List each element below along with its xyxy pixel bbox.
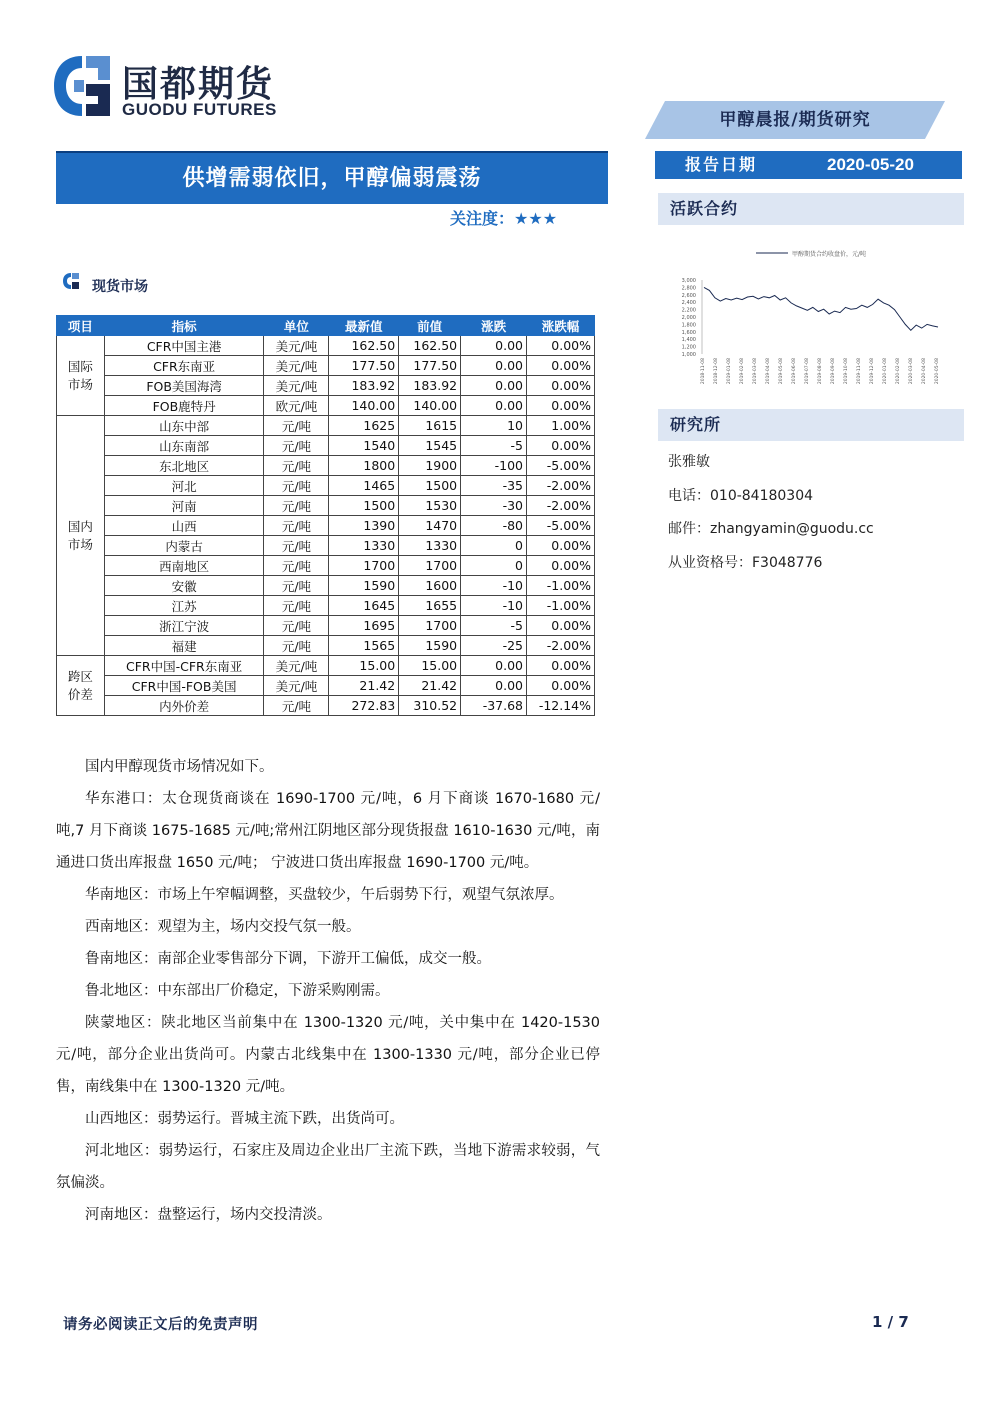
chart-y-tick-label: 1,200 bbox=[681, 344, 696, 351]
table-header-cell: 指标 bbox=[104, 316, 264, 336]
change-pct-cell: -2.00% bbox=[527, 476, 595, 496]
change-cell: 0 bbox=[461, 536, 527, 556]
section-heading-label: 现货市场 bbox=[92, 279, 148, 295]
table-row bbox=[57, 476, 595, 496]
unit-cell: 元/吨 bbox=[264, 576, 329, 596]
unit-cell: 元/吨 bbox=[264, 436, 329, 456]
previous-value-cell: 1530 bbox=[399, 496, 461, 516]
unit-cell: 元/吨 bbox=[264, 496, 329, 516]
latest-value-cell: 140.00 bbox=[329, 396, 399, 416]
chart-x-tick-label: 2019-12-08 bbox=[870, 358, 875, 385]
table-row bbox=[57, 396, 595, 416]
previous-value-cell: 1700 bbox=[399, 616, 461, 636]
latest-value-cell: 15.00 bbox=[329, 656, 399, 676]
indicator-cell: FOB鹿特丹 bbox=[104, 396, 264, 416]
chart-x-tick-label: 2020-02-08 bbox=[896, 358, 901, 385]
change-pct-cell: 0.00% bbox=[527, 676, 595, 696]
change-cell: 0.00 bbox=[461, 656, 527, 676]
unit-cell: 元/吨 bbox=[264, 536, 329, 556]
indicator-cell: 山西 bbox=[104, 516, 264, 536]
chart-x-tick-label: 2019-05-08 bbox=[779, 358, 784, 385]
previous-value-cell: 15.00 bbox=[399, 656, 461, 676]
chart-y-tick-label: 3,000 bbox=[681, 278, 696, 284]
indicator-cell: 西南地区 bbox=[104, 556, 264, 576]
table-row bbox=[57, 416, 595, 436]
attention-rating bbox=[450, 206, 557, 229]
market-commentary bbox=[56, 751, 600, 1231]
latest-value-cell: 177.50 bbox=[329, 356, 399, 376]
table-header-cell: 单位 bbox=[264, 316, 329, 336]
table-row bbox=[57, 356, 595, 376]
analyst-name: 张雅敏 bbox=[668, 454, 710, 470]
chart-y-tick-label: 2,800 bbox=[681, 285, 696, 292]
chart-x-tick-label: 2019-03-08 bbox=[753, 358, 758, 385]
unit-cell: 元/吨 bbox=[264, 456, 329, 476]
commentary-paragraph: 华东港口：太仓现货商谈在 1690-1700 元/吨，6 月下商谈 1670-1680 元/吨,7 月下商谈 1675-1685 元/吨;常州江阴地区部分现货报盘 1610-1630 元/吨，南通进口货出库报盘 1650 元/吨； 宁波进口货出库报盘 1690-1700 元/吨。 bbox=[56, 791, 600, 871]
report-type-tag bbox=[645, 101, 945, 139]
previous-value-cell: 1900 bbox=[399, 456, 461, 476]
unit-cell: 元/吨 bbox=[264, 596, 329, 616]
table-header-cell: 涨跌 bbox=[461, 316, 527, 336]
indicator-cell: 山东南部 bbox=[104, 436, 264, 456]
latest-value-cell: 1695 bbox=[329, 616, 399, 636]
change-pct-cell: 0.00% bbox=[527, 616, 595, 636]
table-row bbox=[57, 556, 595, 576]
attention-label: 关注度： bbox=[450, 209, 515, 228]
table-row bbox=[57, 616, 595, 636]
indicator-cell: 浙江宁波 bbox=[104, 616, 264, 636]
change-pct-cell: -2.00% bbox=[527, 496, 595, 516]
unit-cell: 元/吨 bbox=[264, 636, 329, 656]
change-cell: -5 bbox=[461, 616, 527, 636]
table-header-cell: 前值 bbox=[399, 316, 461, 336]
change-cell: 0.00 bbox=[461, 396, 527, 416]
change-pct-cell: 1.00% bbox=[527, 416, 595, 436]
latest-value-cell: 1700 bbox=[329, 556, 399, 576]
table-group-label: 跨区 价差 bbox=[57, 656, 105, 716]
indicator-cell: 山东中部 bbox=[104, 416, 264, 436]
latest-value-cell: 21.42 bbox=[329, 676, 399, 696]
previous-value-cell: 1615 bbox=[399, 416, 461, 436]
indicator-cell: 福建 bbox=[104, 636, 264, 656]
table-row bbox=[57, 676, 595, 696]
change-cell: 0.00 bbox=[461, 376, 527, 396]
latest-value-cell: 162.50 bbox=[329, 336, 399, 356]
unit-cell: 元/吨 bbox=[264, 516, 329, 536]
previous-value-cell: 177.50 bbox=[399, 356, 461, 376]
indicator-cell: 内蒙古 bbox=[104, 536, 264, 556]
commentary-paragraph: 山西地区：弱势运行。晋城主流下跌，出货尚可。 bbox=[85, 1111, 404, 1127]
unit-cell: 美元/吨 bbox=[264, 656, 329, 676]
table-group-label: 国际 市场 bbox=[57, 336, 105, 416]
change-cell: 0.00 bbox=[461, 676, 527, 696]
previous-value-cell: 310.52 bbox=[399, 696, 461, 716]
previous-value-cell: 162.50 bbox=[399, 336, 461, 356]
table-row bbox=[57, 516, 595, 536]
logo-chinese-name: 国都期货 bbox=[122, 64, 275, 105]
active-contract-chart bbox=[668, 240, 958, 400]
table-row bbox=[57, 496, 595, 516]
commentary-paragraph: 河北地区：弱势运行，石家庄及周边企业出厂主流下跌，当地下游需求较弱，气氛偏淡。 bbox=[56, 1143, 600, 1191]
chart-x-tick-label: 2020-03-08 bbox=[909, 358, 914, 385]
chart-x-tick-label: 2019-01-08 bbox=[727, 358, 732, 385]
unit-cell: 欧元/吨 bbox=[264, 396, 329, 416]
indicator-cell: CFR东南亚 bbox=[104, 356, 264, 376]
chart-y-tick-label: 2,600 bbox=[681, 292, 696, 299]
latest-value-cell: 1465 bbox=[329, 476, 399, 496]
chart-y-tick-label: 2,200 bbox=[681, 307, 696, 314]
research-dept-heading: 研究所 bbox=[658, 409, 964, 441]
chart-x-tick-label: 2019-04-08 bbox=[766, 358, 771, 385]
spot-market-table bbox=[56, 315, 595, 716]
chart-x-tick-label: 2018-12-08 bbox=[714, 358, 719, 385]
previous-value-cell: 1655 bbox=[399, 596, 461, 616]
change-cell: 0 bbox=[461, 556, 527, 576]
change-pct-cell: -5.00% bbox=[527, 456, 595, 476]
table-row bbox=[57, 436, 595, 456]
chart-x-tick-label: 2019-10-08 bbox=[844, 358, 849, 385]
change-cell: -30 bbox=[461, 496, 527, 516]
page-number: 1 / 7 bbox=[872, 1313, 909, 1331]
change-pct-cell: 0.00% bbox=[527, 656, 595, 676]
table-row bbox=[57, 656, 595, 676]
section-bullet-icon bbox=[62, 272, 80, 290]
commentary-paragraph: 陕蒙地区：陕北地区当前集中在 1300-1320 元/吨，关中集中在 1420-1530 元/吨，部分企业出货尚可。内蒙古北线集中在 1300-1330 元/吨，部分企业已停售，南线集中在 1300-1320 元/吨。 bbox=[56, 1015, 600, 1095]
chart-series-line bbox=[704, 287, 938, 330]
table-row bbox=[57, 536, 595, 556]
logo-mark-icon bbox=[52, 54, 112, 118]
previous-value-cell: 1330 bbox=[399, 536, 461, 556]
logo-english-name: GUODU FUTURES bbox=[122, 100, 277, 119]
analyst-email[interactable]: 邮件：zhangyamin@guodu.cc bbox=[668, 521, 874, 537]
commentary-paragraph: 鲁南地区：南部企业零售部分下调，下游开工偏低，成交一般。 bbox=[85, 951, 491, 967]
chart-x-tick-label: 2019-06-08 bbox=[792, 358, 797, 385]
indicator-cell: 河北 bbox=[104, 476, 264, 496]
change-pct-cell: -1.00% bbox=[527, 596, 595, 616]
change-cell: 10 bbox=[461, 416, 527, 436]
chart-y-tick-label: 2,400 bbox=[681, 300, 696, 307]
analyst-phone: 电话：010-84180304 bbox=[668, 488, 814, 504]
latest-value-cell: 1625 bbox=[329, 416, 399, 436]
table-header-cell: 最新值 bbox=[329, 316, 399, 336]
change-cell: -37.68 bbox=[461, 696, 527, 716]
indicator-cell: 江苏 bbox=[104, 596, 264, 616]
analyst-license: 从业资格号：F3048776 bbox=[668, 555, 823, 571]
active-contract-heading: 活跃合约 bbox=[658, 193, 964, 225]
unit-cell: 美元/吨 bbox=[264, 336, 329, 356]
latest-value-cell: 1540 bbox=[329, 436, 399, 456]
unit-cell: 美元/吨 bbox=[264, 356, 329, 376]
previous-value-cell: 1700 bbox=[399, 556, 461, 576]
change-pct-cell: -5.00% bbox=[527, 516, 595, 536]
change-cell: -80 bbox=[461, 516, 527, 536]
indicator-cell: CFR中国主港 bbox=[104, 336, 264, 356]
latest-value-cell: 1500 bbox=[329, 496, 399, 516]
change-pct-cell: 0.00% bbox=[527, 336, 595, 356]
latest-value-cell: 1590 bbox=[329, 576, 399, 596]
previous-value-cell: 1600 bbox=[399, 576, 461, 596]
previous-value-cell: 1545 bbox=[399, 436, 461, 456]
chart-x-tick-label: 2020-05-08 bbox=[935, 358, 940, 385]
commentary-paragraph: 河南地区：盘整运行，场内交投清淡。 bbox=[85, 1207, 332, 1223]
change-cell: -100 bbox=[461, 456, 527, 476]
previous-value-cell: 1500 bbox=[399, 476, 461, 496]
chart-y-tick-label: 1,400 bbox=[681, 337, 696, 344]
change-pct-cell: 0.00% bbox=[527, 556, 595, 576]
chart-x-tick-label: 2018-11-08 bbox=[701, 358, 706, 385]
latest-value-cell: 1800 bbox=[329, 456, 399, 476]
latest-value-cell: 1645 bbox=[329, 596, 399, 616]
report-date-value: 2020-05-20 bbox=[827, 155, 914, 174]
chart-x-tick-label: 2020-01-08 bbox=[883, 358, 888, 385]
table-row bbox=[57, 636, 595, 656]
unit-cell: 元/吨 bbox=[264, 696, 329, 716]
disclaimer-notice[interactable]: 请务必阅读正文后的免责声明 bbox=[63, 1317, 258, 1333]
latest-value-cell: 272.83 bbox=[329, 696, 399, 716]
table-row bbox=[57, 576, 595, 596]
change-pct-cell: -2.00% bbox=[527, 636, 595, 656]
indicator-cell: 东北地区 bbox=[104, 456, 264, 476]
previous-value-cell: 21.42 bbox=[399, 676, 461, 696]
latest-value-cell: 1330 bbox=[329, 536, 399, 556]
attention-stars-icon: ★★★ bbox=[514, 209, 558, 228]
table-header-cell: 涨跌幅 bbox=[527, 316, 595, 336]
chart-x-tick-label: 2019-08-08 bbox=[818, 358, 823, 385]
previous-value-cell: 140.00 bbox=[399, 396, 461, 416]
change-cell: -25 bbox=[461, 636, 527, 656]
change-pct-cell: 0.00% bbox=[527, 436, 595, 456]
table-row bbox=[57, 696, 595, 716]
change-cell: -10 bbox=[461, 596, 527, 616]
indicator-cell: 内外价差 bbox=[104, 696, 264, 716]
change-pct-cell: 0.00% bbox=[527, 356, 595, 376]
report-title: 供增需弱依旧，甲醇偏弱震荡 bbox=[56, 151, 608, 204]
previous-value-cell: 1590 bbox=[399, 636, 461, 656]
change-pct-cell: 0.00% bbox=[527, 376, 595, 396]
unit-cell: 元/吨 bbox=[264, 476, 329, 496]
chart-y-tick-label: 1,600 bbox=[681, 329, 696, 336]
chart-x-tick-label: 2019-09-08 bbox=[831, 358, 836, 385]
previous-value-cell: 1470 bbox=[399, 516, 461, 536]
change-cell: -5 bbox=[461, 436, 527, 456]
unit-cell: 元/吨 bbox=[264, 556, 329, 576]
company-logo bbox=[52, 54, 292, 120]
latest-value-cell: 1565 bbox=[329, 636, 399, 656]
indicator-cell: 河南 bbox=[104, 496, 264, 516]
latest-value-cell: 183.92 bbox=[329, 376, 399, 396]
chart-y-tick-label: 2,000 bbox=[681, 315, 696, 321]
indicator-cell: 安徽 bbox=[104, 576, 264, 596]
table-header-cell: 项目 bbox=[57, 316, 105, 336]
report-date-bar bbox=[655, 151, 962, 179]
previous-value-cell: 183.92 bbox=[399, 376, 461, 396]
chart-x-tick-label: 2019-07-08 bbox=[805, 358, 810, 385]
latest-value-cell: 1390 bbox=[329, 516, 399, 536]
commentary-paragraph: 华南地区：市场上午窄幅调整，买盘较少，午后弱势下行，观望气氛浓厚。 bbox=[85, 887, 564, 903]
commentary-intro: 国内甲醇现货市场情况如下。 bbox=[85, 759, 274, 775]
table-row bbox=[57, 596, 595, 616]
unit-cell: 美元/吨 bbox=[264, 376, 329, 396]
change-cell: -10 bbox=[461, 576, 527, 596]
chart-x-tick-label: 2020-04-08 bbox=[922, 358, 927, 385]
chart-x-tick-label: 2019-02-08 bbox=[740, 358, 745, 385]
chart-y-tick-label: 1,800 bbox=[681, 322, 696, 329]
table-row bbox=[57, 336, 595, 356]
change-pct-cell: -1.00% bbox=[527, 576, 595, 596]
change-cell: 0.00 bbox=[461, 356, 527, 376]
table-row bbox=[57, 456, 595, 476]
change-pct-cell: 0.00% bbox=[527, 536, 595, 556]
indicator-cell: CFR中国-FOB美国 bbox=[104, 676, 264, 696]
chart-x-tick-label: 2019-11-08 bbox=[857, 358, 862, 385]
chart-y-tick-label: 1,000 bbox=[681, 352, 696, 358]
table-group-label: 国内 市场 bbox=[57, 416, 105, 656]
section-heading-spot-market bbox=[62, 272, 262, 298]
table-header-row bbox=[57, 316, 595, 336]
indicator-cell: FOB美国海湾 bbox=[104, 376, 264, 396]
report-type-label: 甲醇晨报/期货研究 bbox=[719, 110, 871, 130]
indicator-cell: CFR中国-CFR东南亚 bbox=[104, 656, 264, 676]
chart-legend-label: 甲醇期货合约收盘价，元/吨 bbox=[792, 251, 867, 258]
report-date-label: 报告日期 bbox=[685, 155, 758, 174]
unit-cell: 元/吨 bbox=[264, 416, 329, 436]
change-pct-cell: -12.14% bbox=[527, 696, 595, 716]
change-cell: -35 bbox=[461, 476, 527, 496]
commentary-paragraph: 西南地区：观望为主，场内交投气氛一般。 bbox=[85, 919, 361, 935]
chart-legend bbox=[756, 250, 866, 258]
unit-cell: 美元/吨 bbox=[264, 676, 329, 696]
commentary-paragraph: 鲁北地区：中东部出厂价稳定，下游采购刚需。 bbox=[85, 983, 390, 999]
table-row bbox=[57, 376, 595, 396]
change-pct-cell: 0.00% bbox=[527, 396, 595, 416]
unit-cell: 元/吨 bbox=[264, 616, 329, 636]
change-cell: 0.00 bbox=[461, 336, 527, 356]
